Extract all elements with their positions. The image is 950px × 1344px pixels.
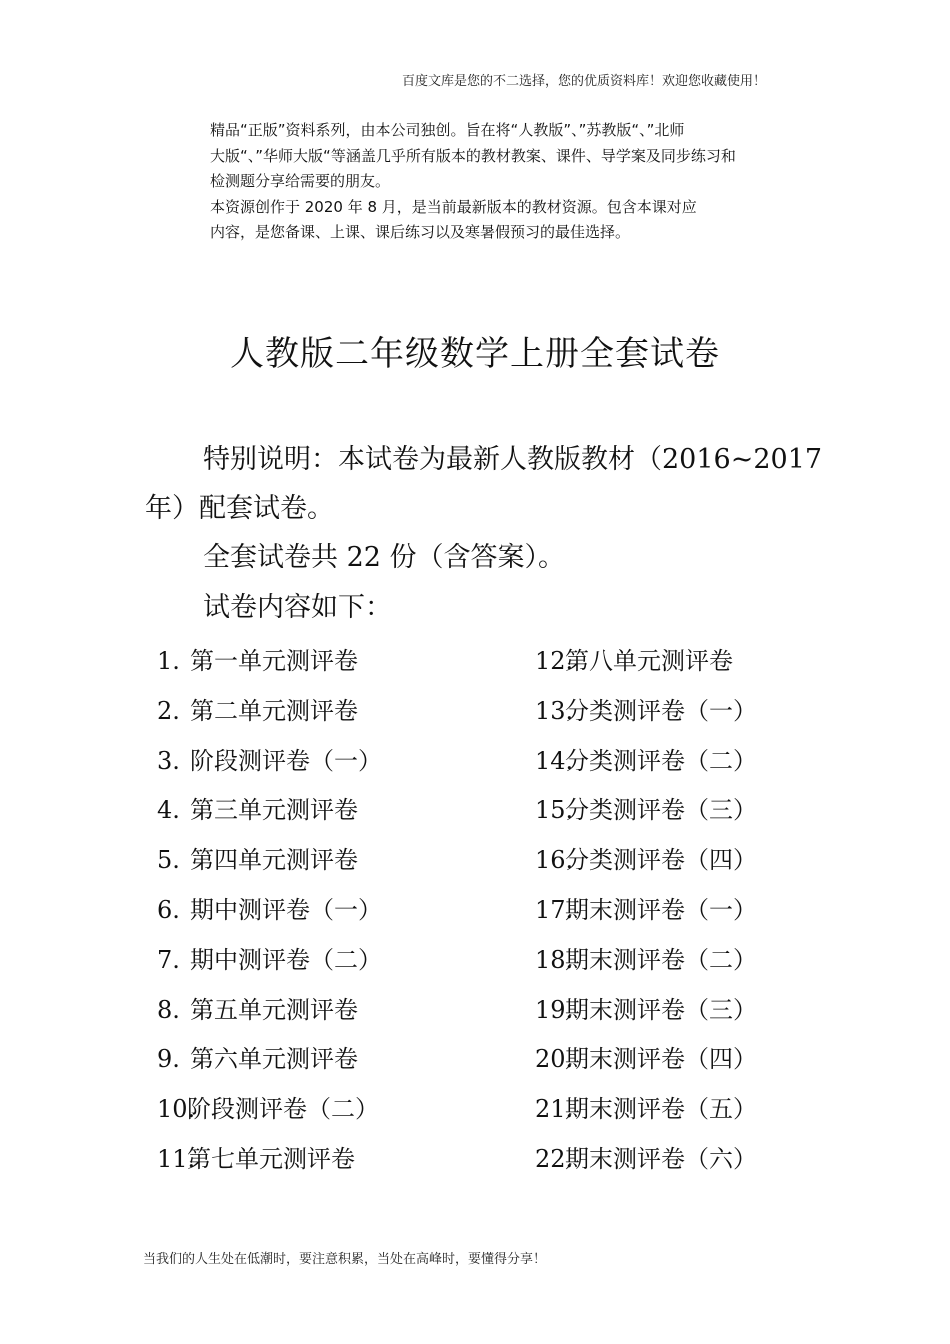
list-item-number: 8. — [157, 995, 180, 1024]
list-item-label: 期末测评卷（三） — [565, 995, 757, 1024]
list-item-label: 分类测评卷（三） — [565, 796, 757, 825]
list-item-label: 第三单元测评卷 — [190, 796, 358, 825]
list-item-number: 3. — [157, 746, 180, 775]
list-item-label: 分类测评卷（四） — [565, 846, 757, 875]
page-footer-text: 当我们的人生处在低潮时，要注意积累，当处在高峰时，要懂得分享！ — [143, 1252, 547, 1267]
list-item-number: 13. — [535, 696, 574, 725]
list-item-number: 20. — [535, 1045, 574, 1074]
content-intro-line: 试卷内容如下： — [203, 592, 392, 623]
list-item-label: 第七单元测评卷 — [187, 1145, 355, 1173]
list-item-label: 期中测评卷（一） — [190, 896, 382, 924]
list-item-number: 21. — [535, 1095, 574, 1124]
list-item-label: 期末测评卷（六） — [565, 1145, 757, 1173]
list-item-number: 7. — [157, 945, 180, 974]
list-item-label: 分类测评卷（二） — [565, 746, 757, 775]
intro-block — [210, 118, 810, 246]
list-item-number: 12. — [535, 647, 574, 675]
list-item-number: 5. — [157, 846, 180, 875]
list-item-label: 第一单元测评卷 — [190, 647, 358, 675]
document-title: 人教版二年级数学上册全套试卷 — [230, 334, 720, 374]
paper-count-line: 全套试卷共 22 份（含答案）。 — [203, 542, 566, 573]
page-header-text: 百度文库是您的不二选择，您的优质资料库！欢迎您收藏使用！ — [402, 74, 767, 89]
list-item-label: 第五单元测评卷 — [190, 995, 358, 1024]
list-item-number: 9. — [157, 1045, 180, 1074]
list-item-number: 15. — [535, 796, 574, 825]
list-item-label: 期末测评卷（二） — [565, 945, 757, 974]
list-item-label: 第四单元测评卷 — [190, 846, 358, 875]
list-item-number: 17. — [535, 896, 574, 924]
list-item-label: 期末测评卷（五） — [565, 1095, 757, 1124]
list-item-number: 6. — [157, 896, 180, 924]
list-item-number: 2. — [157, 696, 180, 725]
list-item-label: 期末测评卷（一） — [565, 896, 757, 924]
list-item-number: 1. — [157, 647, 180, 675]
list-item-label: 第二单元测评卷 — [190, 696, 358, 725]
list-item-label: 阶段测评卷（一） — [190, 746, 382, 775]
list-item-number: 16. — [535, 846, 574, 875]
list-item-label: 期末测评卷（四） — [565, 1045, 757, 1074]
list-item-number: 22. — [535, 1145, 574, 1173]
list-item-label: 分类测评卷（一） — [565, 696, 757, 725]
intro-line: 内容，是您备课、上课、课后练习以及寒暑假预习的最佳选择。 — [210, 223, 631, 241]
list-item-label: 阶段测评卷（二） — [187, 1095, 379, 1124]
list-item-number: 19. — [535, 995, 574, 1024]
intro-line: 大版“、”华师大版“等涵盖几乎所有版本的教材教案、课件、导学案及同步练习和 — [210, 146, 736, 165]
list-item-label: 第八单元测评卷 — [565, 647, 733, 675]
special-note-line-2: 年）配套试卷。 — [145, 493, 334, 524]
list-item-number: 18. — [535, 945, 574, 974]
intro-line: 本资源创作于 2020 年 8 月，是当前最新版本的教材资源。包含本课对应 — [210, 197, 697, 216]
list-item-number: 14. — [535, 746, 574, 775]
intro-line: 检测题分享给需要的朋友。 — [210, 172, 391, 190]
special-note-line-1: 特别说明：本试卷为最新人教版教材（2016~2017 — [203, 444, 823, 475]
list-item-number: 4. — [157, 796, 180, 825]
intro-line: 精品“正版”资料系列，由本公司独创。旨在将“人教版”、”苏教版“、”北师 — [210, 121, 685, 139]
list-item-number: 11. — [157, 1145, 196, 1173]
list-item-label: 期中测评卷（二） — [190, 945, 382, 974]
list-item-label: 第六单元测评卷 — [190, 1045, 358, 1074]
list-item-number: 10. — [157, 1095, 196, 1124]
